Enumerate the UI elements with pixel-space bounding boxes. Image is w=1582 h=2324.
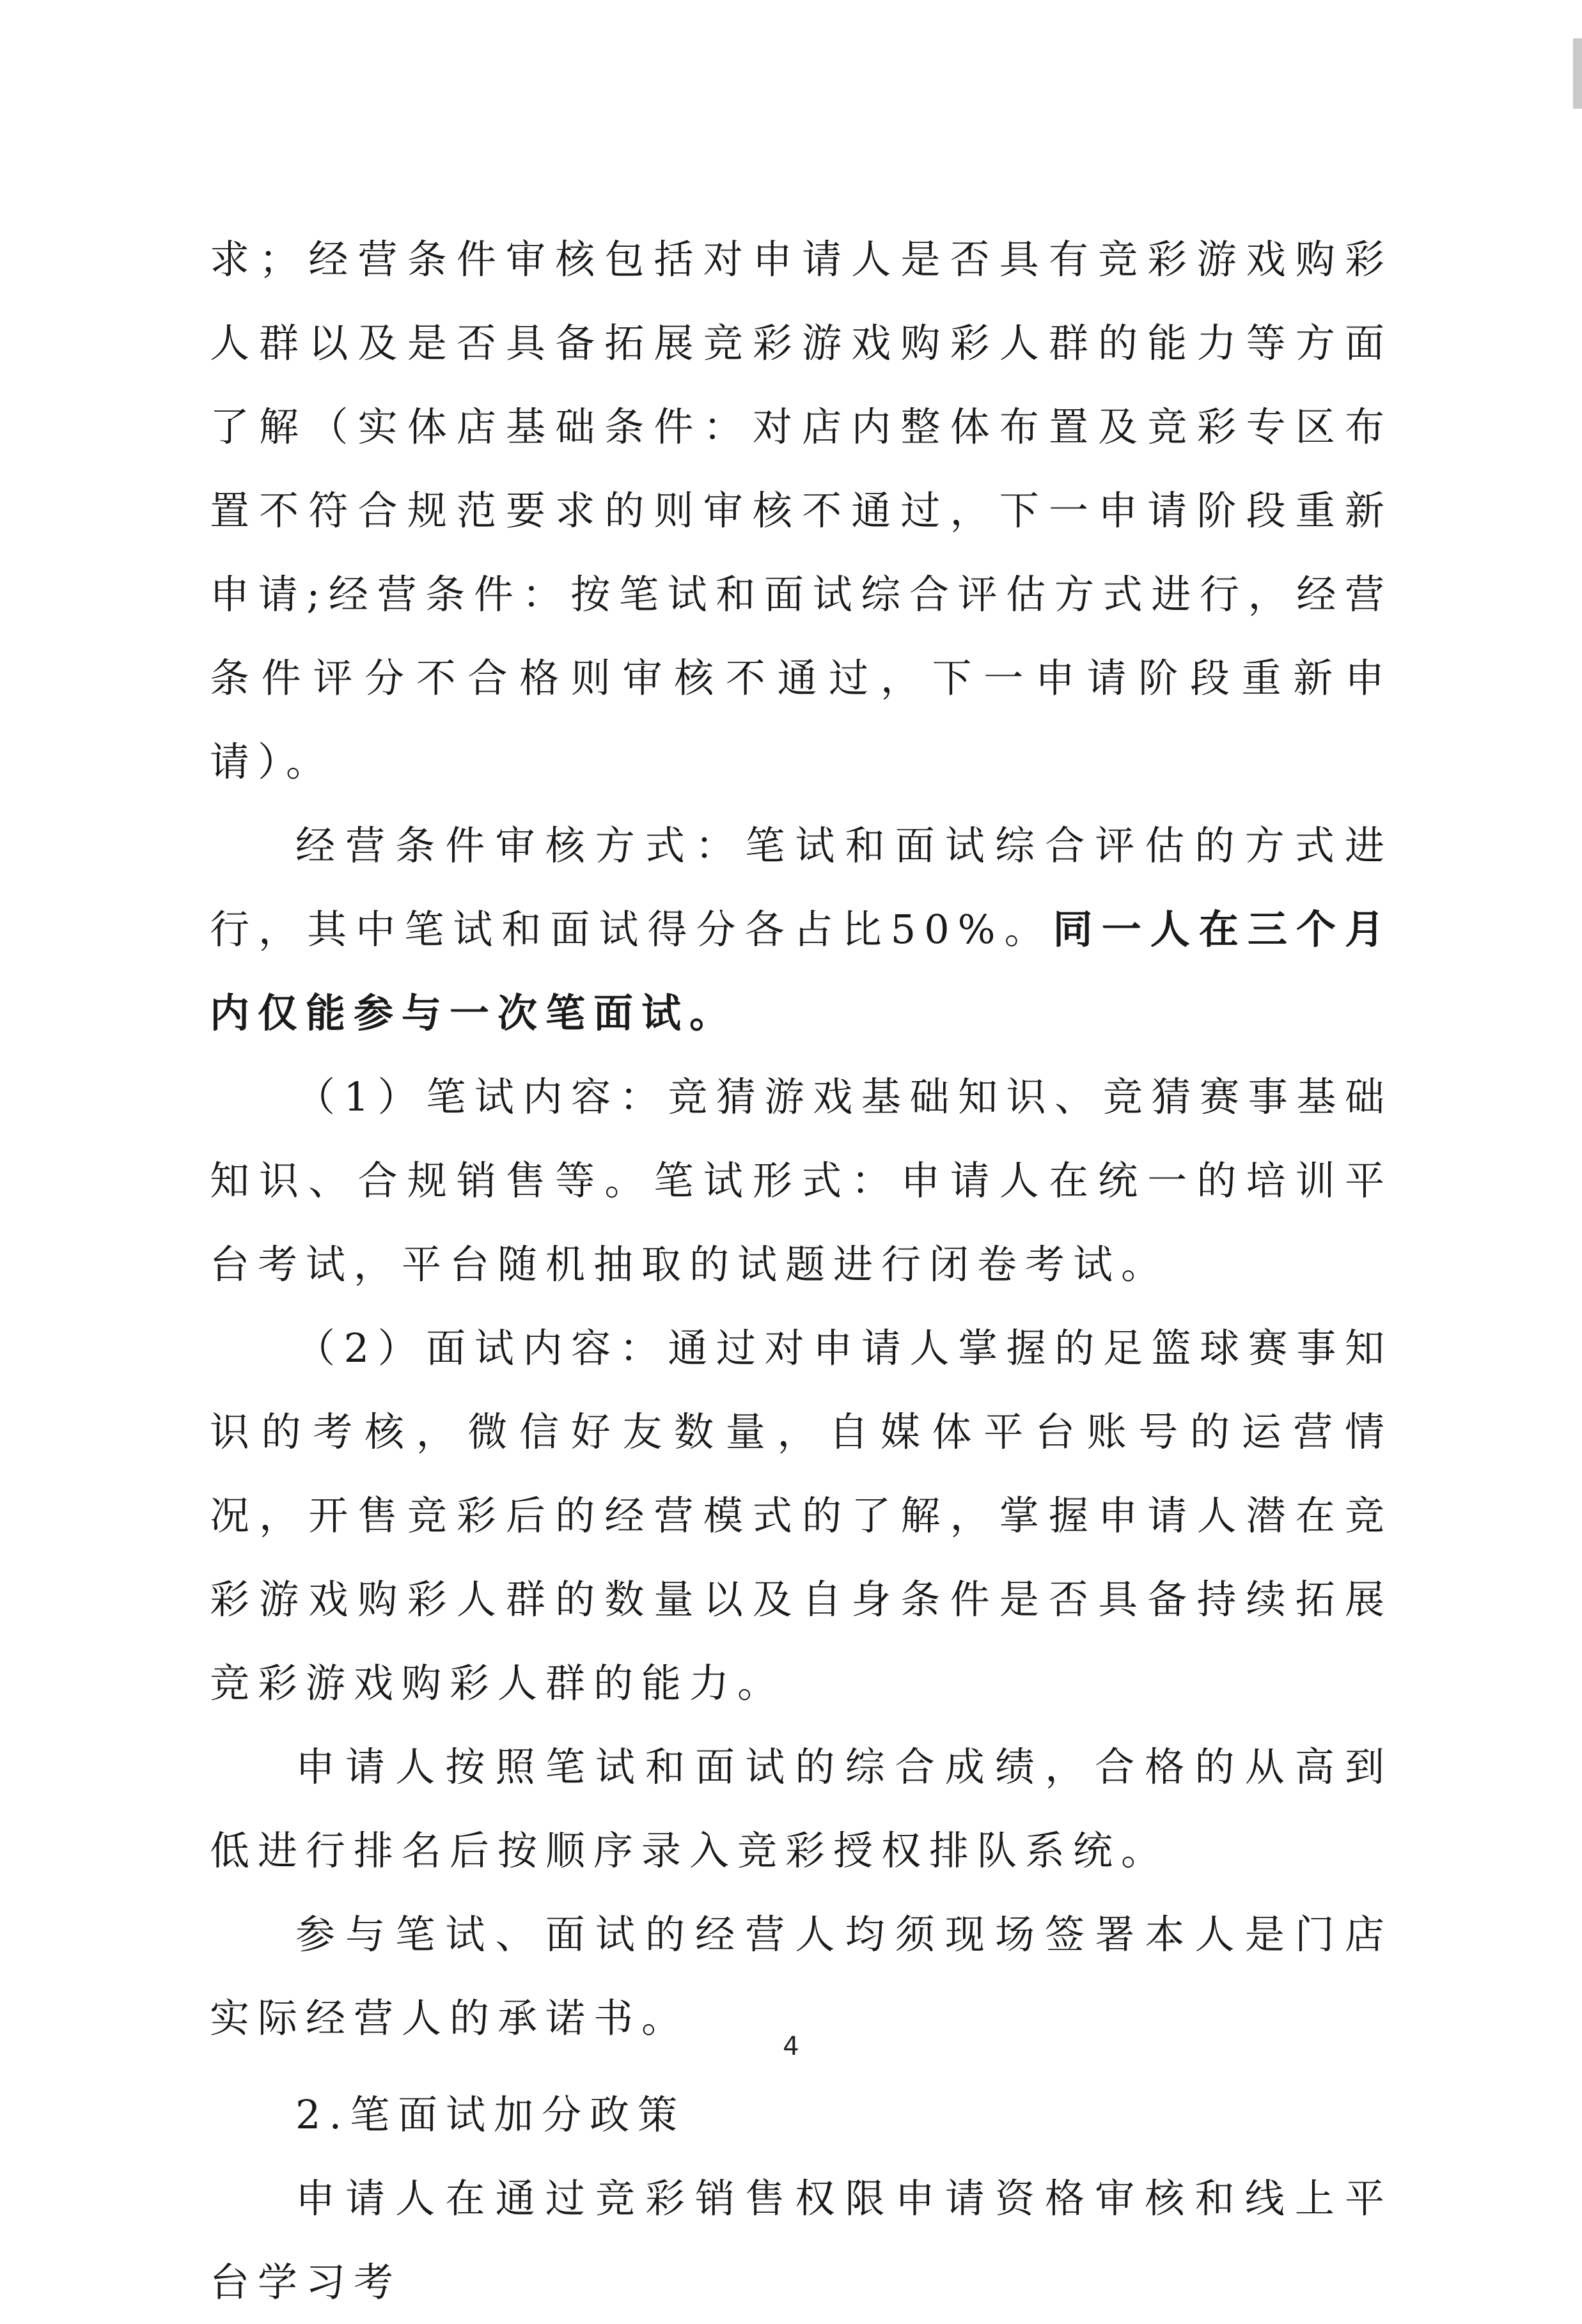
paragraph-commitment: 参与笔试、面试的经营人均须现场签署本人是门店实际经营人的承诺书。 (210, 1911, 1393, 2041)
paragraph-written-test: （1）笔试内容：竞猜游戏基础知识、竞猜赛事基础知识、合规销售等。笔试形式：申请人在统一的培训平台考试，平台随机抽取的试题进行闭卷考试。 (210, 1073, 1393, 1288)
review-method-bold-text: 同一人在三个月内仅能参与一次笔面试。 (210, 906, 1393, 1036)
paragraph-bonus-policy: 申请人在通过竞彩销售权限申请资格审核和线上平台学习考 (210, 2175, 1393, 2305)
scan-edge-mark (1573, 38, 1582, 109)
review-method-text: 经营条件审核方式：笔试和面试综合评估的方式进行，其中笔试和面试得分各占比50%。 (210, 822, 1393, 953)
paragraph-ranking: 申请人按照笔试和面试的综合成绩，合格的从高到低进行排名后按顺序录入竞彩授权排队系统。 (210, 1743, 1393, 1874)
paragraph-review-method (210, 804, 1393, 1055)
page-number: 4 (783, 2032, 799, 2061)
section-heading-bonus-policy: 2.笔面试加分政策 (295, 2091, 686, 2138)
paragraph-interview: （2）面试内容：通过对申请人掌握的足篮球赛事知识的考核，微信好友数量，自媒体平台账号的运营情况，开售竞彩后的经营模式的了解，掌握申请人潜在竞彩游戏购彩人群的数量以及自身条件是否具备持续拓展竞彩游戏购彩人群的能力。 (210, 1325, 1393, 1706)
document-body (210, 217, 1393, 2324)
paragraph-business-conditions: 求；经营条件审核包括对申请人是否具有竞彩游戏购彩人群以及是否具备拓展竞彩游戏购彩人群的能力等方面了解（实体店基础条件：对店内整体布置及竞彩专区布置不符合规范要求的则审核不通过，下一申请阶段重新申请;经营条件：按笔试和面试综合评估方式进行，经营条件评分不合格则审核不通过，下一申请阶段重新申请）。 (210, 236, 1393, 785)
